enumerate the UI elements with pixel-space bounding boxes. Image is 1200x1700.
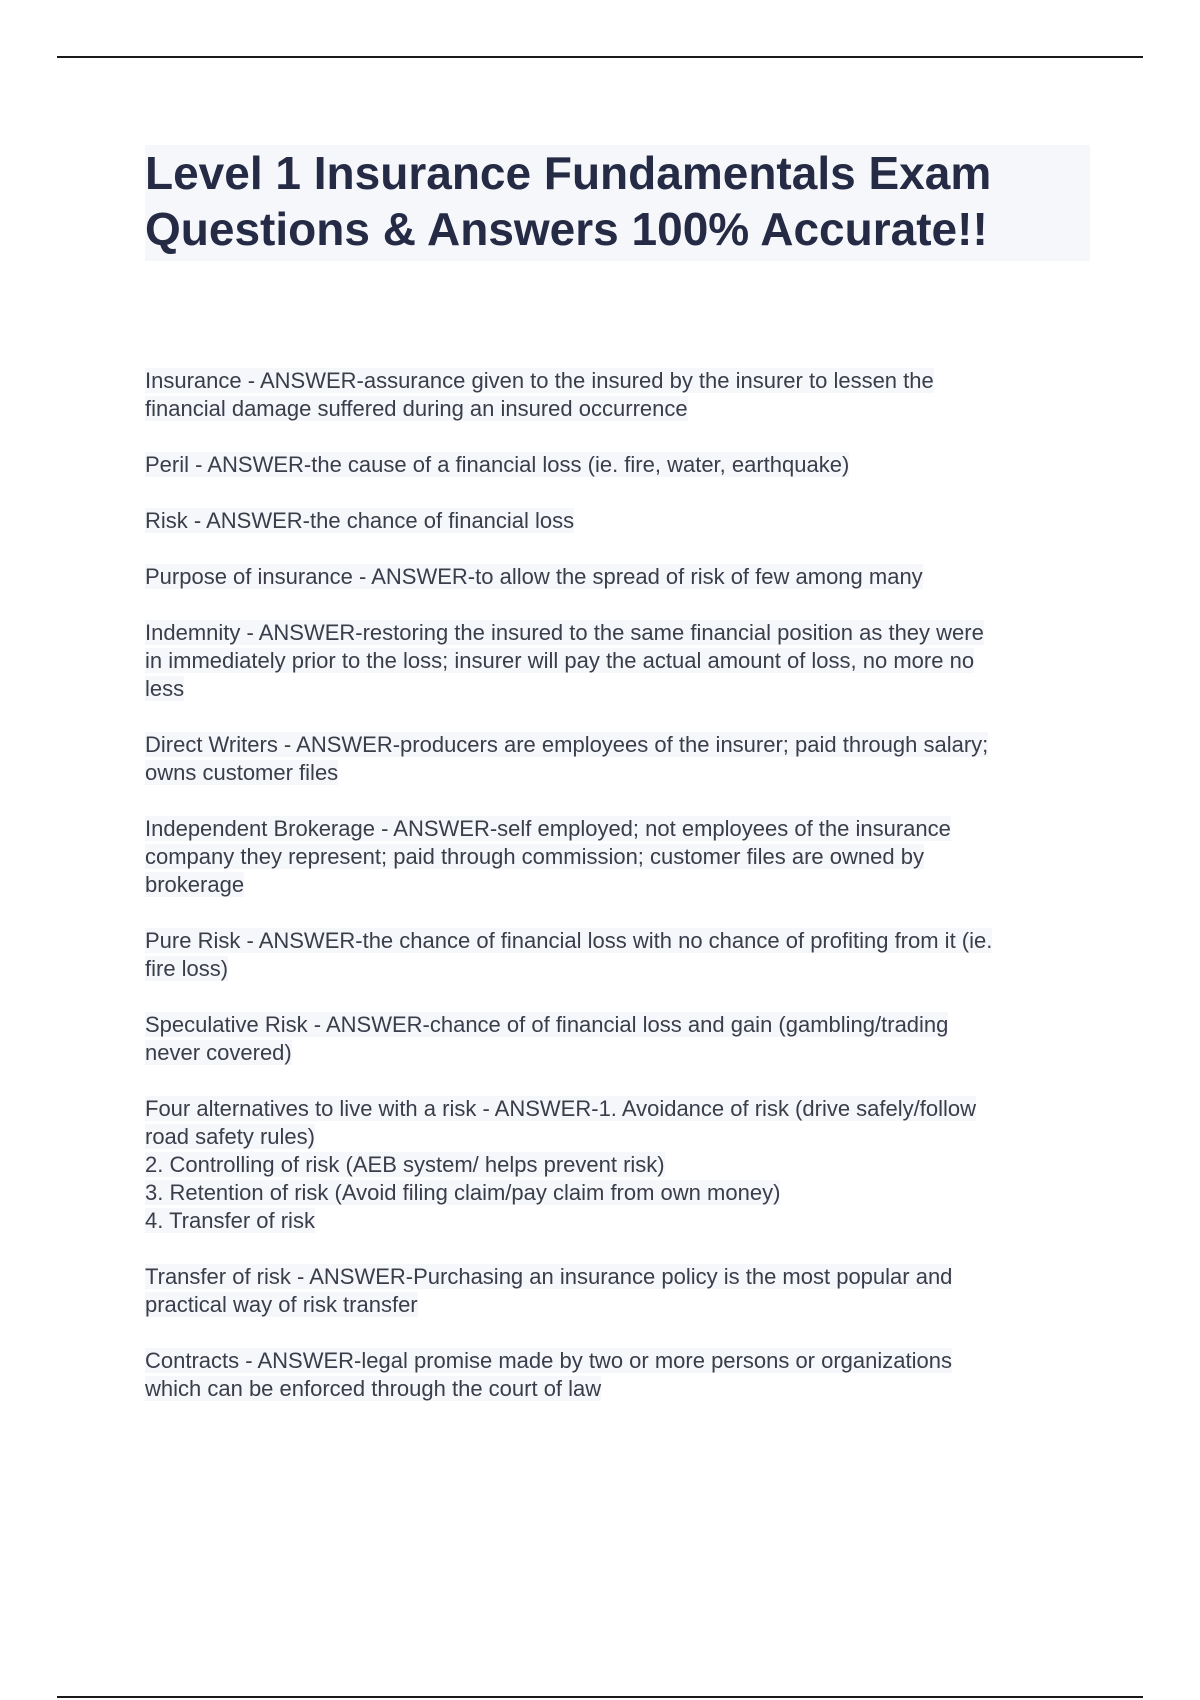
qa-line-text: fire loss) — [145, 956, 229, 981]
title-line-2: Questions & Answers 100% Accurate!! — [145, 203, 988, 255]
qa-line — [145, 1039, 1090, 1067]
qa-item — [145, 1347, 1090, 1403]
qa-line-text: never covered) — [145, 1040, 292, 1065]
qa-line — [145, 563, 1090, 591]
top-rule — [57, 56, 1143, 58]
qa-line — [145, 619, 1090, 647]
qa-item — [145, 1095, 1090, 1235]
qa-line — [145, 451, 1090, 479]
document-title — [145, 145, 1090, 261]
qa-line-text: Risk - ANSWER-the chance of financial loss — [145, 508, 575, 533]
qa-line — [145, 367, 1090, 395]
qa-line-text: Insurance - ANSWER-assurance given to the insured by the insurer to lessen the — [145, 368, 934, 393]
qa-item — [145, 1263, 1090, 1319]
qa-line-text: Independent Brokerage - ANSWER-self employed; not employees of the insurance — [145, 816, 951, 841]
qa-line — [145, 955, 1090, 983]
qa-item — [145, 1011, 1090, 1067]
qa-line-text: Direct Writers - ANSWER-producers are employees of the insurer; paid through salary; — [145, 732, 989, 757]
qa-item — [145, 367, 1090, 423]
qa-line — [145, 927, 1090, 955]
qa-line-text: Indemnity - ANSWER-restoring the insured to the same financial position as they were — [145, 620, 984, 645]
qa-line — [145, 871, 1090, 899]
qa-line-text: Speculative Risk - ANSWER-chance of of financial loss and gain (gambling/trading — [145, 1012, 949, 1037]
qa-item — [145, 731, 1090, 787]
qa-line — [145, 1123, 1090, 1151]
qa-line-text: Four alternatives to live with a risk - ANSWER-1. Avoidance of risk (drive safely/follow — [145, 1096, 977, 1121]
qa-line — [145, 1179, 1090, 1207]
qa-line-text: Transfer of risk - ANSWER-Purchasing an insurance policy is the most popular and — [145, 1264, 953, 1289]
qa-line-text: in immediately prior to the loss; insurer will pay the actual amount of loss, no more no — [145, 648, 975, 673]
qa-line — [145, 1207, 1090, 1235]
qa-line-text: financial damage suffered during an insured occurrence — [145, 396, 688, 421]
qa-line — [145, 1095, 1090, 1123]
qa-line — [145, 675, 1090, 703]
title-line-1: Level 1 Insurance Fundamentals Exam — [145, 147, 992, 199]
qa-line-text: road safety rules) — [145, 1124, 315, 1149]
bottom-rule — [57, 1696, 1143, 1698]
qa-line-text: brokerage — [145, 872, 245, 897]
qa-line — [145, 507, 1090, 535]
qa-list — [145, 367, 1090, 1431]
qa-line-text: owns customer files — [145, 760, 339, 785]
qa-line — [145, 759, 1090, 787]
qa-item — [145, 815, 1090, 899]
qa-line — [145, 1347, 1090, 1375]
qa-line — [145, 1291, 1090, 1319]
qa-line — [145, 1151, 1090, 1179]
qa-line-text: Purpose of insurance - ANSWER-to allow the spread of risk of few among many — [145, 564, 923, 589]
qa-item — [145, 451, 1090, 479]
qa-line-text: 4. Transfer of risk — [145, 1208, 315, 1233]
qa-line — [145, 1375, 1090, 1403]
qa-line — [145, 395, 1090, 423]
qa-item — [145, 507, 1090, 535]
qa-line-text: 3. Retention of risk (Avoid filing claim/pay claim from own money) — [145, 1180, 781, 1205]
qa-item — [145, 927, 1090, 983]
qa-line-text: 2. Controlling of risk (AEB system/ helps prevent risk) — [145, 1152, 665, 1177]
qa-line-text: company they represent; paid through commission; customer files are owned by — [145, 844, 924, 869]
qa-line-text: Contracts - ANSWER-legal promise made by two or more persons or organizations — [145, 1348, 952, 1373]
qa-line — [145, 843, 1090, 871]
qa-line-text: Pure Risk - ANSWER-the chance of financial loss with no chance of profiting from it (ie. — [145, 928, 993, 953]
qa-line-text: Peril - ANSWER-the cause of a financial loss (ie. fire, water, earthquake) — [145, 452, 850, 477]
qa-item — [145, 563, 1090, 591]
qa-line-text: which can be enforced through the court of law — [145, 1376, 602, 1401]
qa-line — [145, 1263, 1090, 1291]
qa-line-text: practical way of risk transfer — [145, 1292, 418, 1317]
qa-line — [145, 815, 1090, 843]
qa-line — [145, 1011, 1090, 1039]
qa-line — [145, 647, 1090, 675]
qa-line-text: less — [145, 676, 185, 701]
qa-line — [145, 731, 1090, 759]
qa-item — [145, 619, 1090, 703]
